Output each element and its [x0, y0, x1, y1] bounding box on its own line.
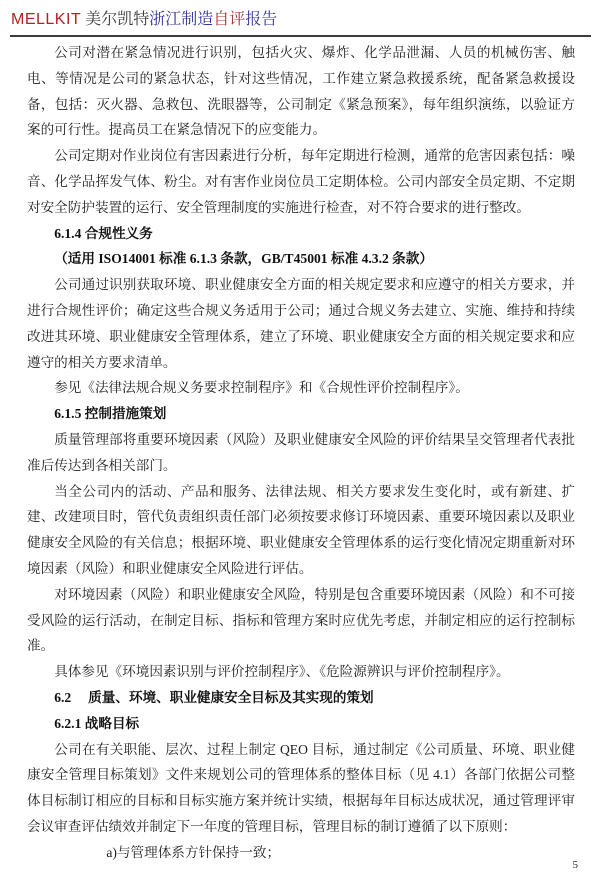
paragraph-control-measures-3: 对环境因素（风险）和职业健康安全风险，特别是包含重要环境因素（风险）和不可接受风险的运行活动，在制定目标、指标和管理方案时应优先考虑，并制定相应的运行控制标准。 — [27, 586, 575, 654]
section-heading-6-1-5: 6.1.5 控制措施策划 — [54, 406, 167, 422]
report-title-part2: 自评 — [213, 11, 246, 28]
report-title-part3: 报告 — [245, 11, 278, 28]
company-name: 美尔凯特 — [81, 11, 150, 28]
section-heading-6-2: 6.2 质量、环境、职业健康安全目标及其实现的策划 — [54, 689, 374, 705]
paragraph-control-measures-2: 当全公司内的活动、产品和服务、法律法规、相关方要求发生变化时，或有新建、扩建、改建项目时，管代负责组织责任部门必须按要求修订环境因素、重要环境因素以及职业健康安全风险的有关信息；根据环境、职业健康安全管理体系的运行变化情况定期重新对环境因素（风险）和职业健康安全风险进行评估。 — [27, 483, 575, 576]
report-title-part1: 浙江制造 — [149, 11, 214, 28]
section-heading-6-2-1: 6.2.1 战略目标 — [54, 715, 140, 731]
paragraph-emergency-identification: 公司对潜在紧急情况进行识别，包括火灾、爆炸、化学品泄漏、人员的机械伤害、触电、等情况是公司的紧急状态，针对这些情况，工作建立紧急救援系统，配备紧急救援设备，包括：灭火器、急救包、洗眼器等，公司制定《紧急预案》，每年组织演练，以验证方案的可行性。提高员工在紧急情况下的应变能力。 — [27, 45, 575, 138]
list-item-a — [27, 840, 575, 866]
paragraph-hazard-analysis: 公司定期对作业岗位有害因素进行分析，每年定期进行检测，通常的危害因素包括：噪音、化学品挥发气体、粉尘。对有害作业岗位员工定期体检。公司内部安全员定期、不定期对安全防护装置的运行、安全管理制度的实施进行检查，对不符合要求的进行整改。 — [27, 148, 575, 215]
list-item-a-text: 与管理体系方针保持一致； — [116, 844, 281, 860]
paragraph-control-measures-1: 质量管理部将重要环境因素（风险）及职业健康安全风险的评价结果呈交管理者代表批准后传达到各相关部门。 — [27, 431, 575, 473]
paragraph-control-reference: 具体参见《环境因素识别与评价控制程序》、《危险源辨识与评价控制程序》。 — [54, 664, 510, 680]
report-header — [10, 8, 591, 37]
section-6-1-4-scope-note: （适用 ISO14001 标准 6.1.3 条款，GB/T45001 标准 4.3.2 条款） — [54, 251, 433, 267]
paragraph-compliance-obligations: 公司通过识别获取环境、职业健康安全方面的相关规定要求和应遵守的相关方要求，并进行合规性评价；确定这些合规义务适用于公司；通过合规义务去建立、实施、维持和持续改进其环境、职业健康安全管理体系，建立了环境、职业健康安全方面的相关规定要求和应遵守的相关方要求清单。 — [27, 277, 575, 370]
list-item-a-label: a) — [106, 844, 117, 860]
page-number: 5 — [572, 859, 578, 871]
document-body — [27, 40, 575, 866]
section-heading-6-1-4: 6.1.4 合规性义务 — [54, 225, 153, 241]
brand-logo-text: MELLKIT — [11, 11, 82, 28]
paragraph-strategic-objectives: 公司在有关职能、层次、过程上制定 QEO 目标，通过制定《公司质量、环境、职业健康安全管理目标策划》文件来规划公司的管理体系的整体目标（见 4.1）各部门依据公司整体目标制订相应的目标和目标实施方案并统计实绩，根据每年目标达成状况，通过管理评审会议审查评估绩效并制定下一年度的管理目标，管理目标的制订遵循了以下原则： — [27, 741, 575, 834]
paragraph-compliance-reference: 参见《法律法规合规义务要求控制程序》和《合规性评价控制程序》。 — [54, 380, 469, 396]
